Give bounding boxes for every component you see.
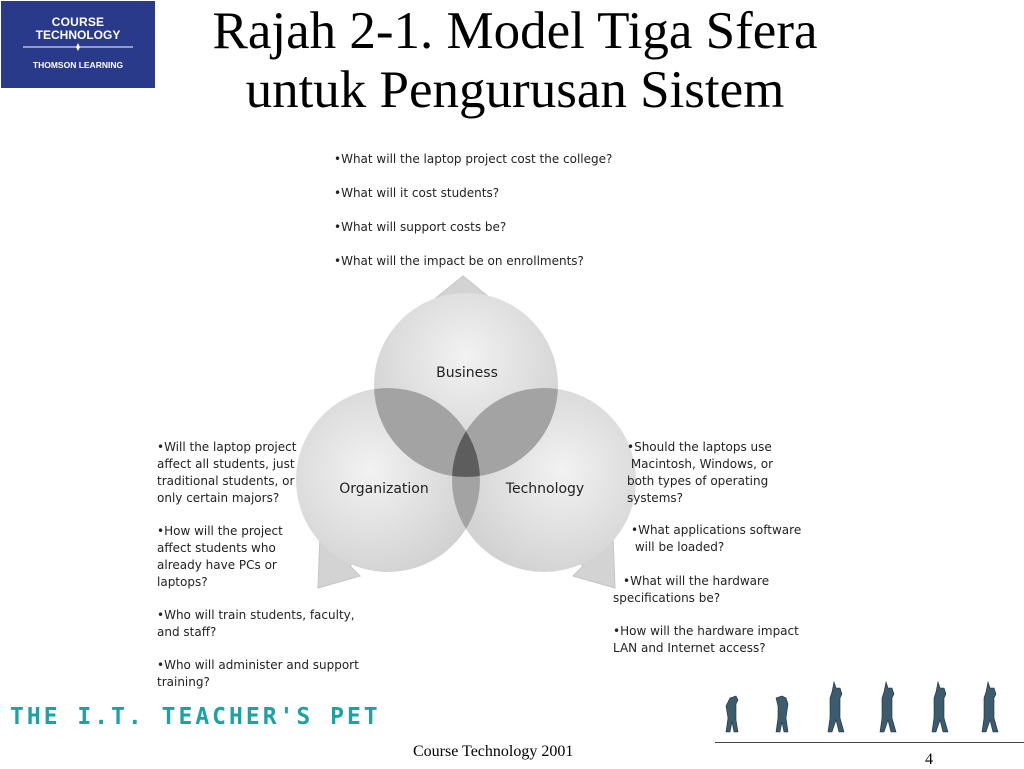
organization-question — [157, 439, 296, 507]
business-question: •What will the laptop project cost the college? — [334, 152, 613, 166]
question-line: •What will the hardware — [623, 574, 770, 588]
business-question: •What will the impact be on enrollments? — [334, 254, 584, 268]
technology-label: Technology — [505, 481, 585, 497]
question-line: systems? — [627, 491, 684, 505]
question-line: both types of operating — [627, 474, 769, 488]
dog-icon — [726, 696, 738, 732]
question-line: •Will the laptop project — [157, 440, 297, 454]
question-line: •Should the laptops use — [627, 440, 772, 454]
question-line: laptops? — [157, 575, 208, 589]
technology-question — [613, 623, 799, 657]
question-line: •How will the hardware impact — [613, 624, 799, 638]
footer-divider — [715, 742, 1024, 743]
question-line: •What applications software — [631, 523, 802, 537]
question-line: will be loaded? — [631, 540, 725, 554]
organization-label: Organization — [339, 481, 429, 497]
dog-icon — [932, 682, 948, 732]
business-question: •What will it cost students? — [334, 186, 500, 200]
question-line: affect all students, just — [157, 457, 295, 471]
question-line: •How will the project — [157, 524, 283, 538]
organization-question — [157, 657, 359, 691]
dog-icon — [828, 682, 844, 732]
question-line: traditional students, or — [157, 474, 295, 488]
footer-credit: Course Technology 2001 — [413, 743, 574, 760]
page-number: 4 — [925, 751, 933, 768]
dog-figures-decoration — [718, 680, 1018, 736]
question-line: and staff? — [157, 625, 217, 639]
business-label: Business — [436, 365, 498, 381]
question-line: specifications be? — [613, 591, 721, 605]
dog-icon — [982, 682, 998, 732]
question-line: •Who will administer and support — [157, 658, 359, 672]
question-line: •Who will train students, faculty, — [157, 608, 355, 622]
question-line: LAN and Internet access? — [613, 641, 766, 655]
question-line: already have PCs or — [157, 558, 277, 572]
technology-question — [627, 439, 773, 507]
question-line: only certain majors? — [157, 491, 280, 505]
question-line: Macintosh, Windows, or — [627, 457, 774, 471]
technology-question — [631, 522, 801, 556]
question-line: training? — [157, 675, 210, 689]
logo-line-3: THOMSON LEARNING — [32, 60, 124, 70]
organization-question — [157, 607, 355, 641]
slide-title: Rajah 2-1. Model Tiga Sfera untuk Pengurusan Sistem — [212, 2, 818, 119]
dog-icon — [880, 682, 896, 732]
organization-question — [157, 523, 283, 591]
logo-line-2: TECHNOLOGY — [35, 28, 121, 42]
logo-line-1: COURSE — [51, 15, 105, 29]
dog-icon — [776, 696, 788, 732]
business-question: •What will support costs be? — [334, 220, 507, 234]
question-line: affect students who — [157, 541, 276, 555]
footer-brand: THE I.T. TEACHER'S PET — [10, 704, 381, 730]
technology-question — [613, 573, 769, 607]
